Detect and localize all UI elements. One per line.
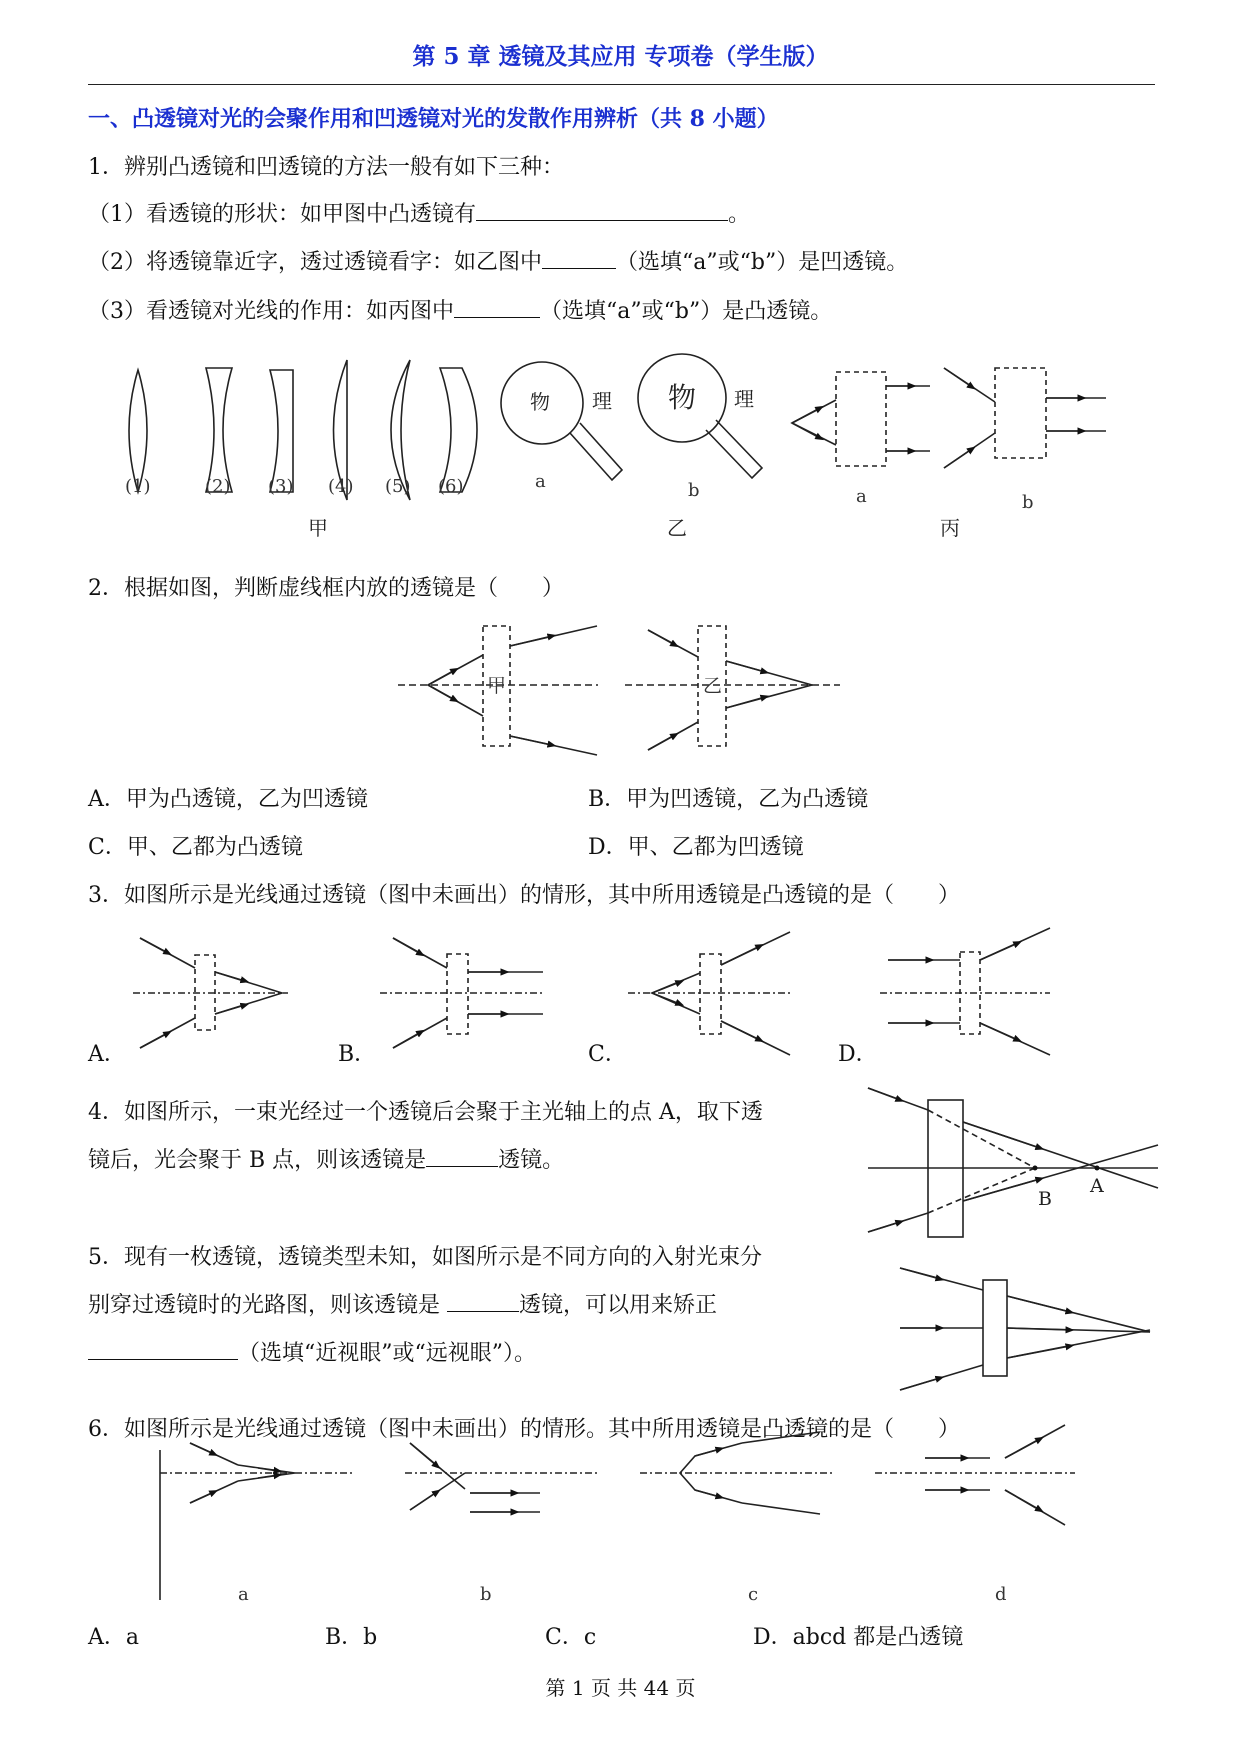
q2-stem: 2．根据如图，判断虚线框内放的透镜是（ ） bbox=[88, 576, 564, 601]
q2-box-yi-label: 乙 bbox=[703, 675, 723, 697]
bing-a-label: a bbox=[856, 486, 867, 507]
q2-option-a[interactable]: A．甲为凸透镜，乙为凹透镜 bbox=[88, 787, 368, 812]
q2-box-jia-label: 甲 bbox=[487, 675, 507, 697]
q6-label-b: b bbox=[480, 1584, 492, 1605]
lens-label-2: (2) bbox=[205, 476, 231, 497]
q1-part2-end: （选填“a”或“b”）是凹透镜。 bbox=[616, 250, 909, 275]
mag-a-li: 理 bbox=[592, 389, 612, 413]
q3-option-b[interactable]: B． bbox=[338, 1042, 377, 1067]
bing-b-label: b bbox=[1022, 492, 1034, 513]
section-heading: 一、凸透镜对光的会聚作用和凹透镜对光的发散作用辨析（共 8 小题） bbox=[88, 106, 779, 132]
q4-line1: 4．如图所示，一束光经过一个透镜后会聚于主光轴上的点 A，取下透 bbox=[88, 1100, 763, 1125]
q2-option-d[interactable]: D．甲、乙都为凹透镜 bbox=[588, 835, 804, 860]
mag-b-label: b bbox=[688, 480, 700, 501]
mag-a-label: a bbox=[535, 471, 546, 492]
lens-label-6: (6) bbox=[438, 476, 464, 497]
q3-option-c[interactable]: C． bbox=[588, 1042, 627, 1067]
q4-label-a: A bbox=[1090, 1175, 1104, 1197]
q6-stem: 6．如图所示是光线通过透镜（图中未画出）的情形。其中所用透镜是凸透镜的是（ ） bbox=[88, 1417, 961, 1442]
q6-option-d[interactable]: D．abcd 都是凸透镜 bbox=[753, 1625, 964, 1650]
q1-part1-text: （1）看透镜的形状：如甲图中凸透镜有 bbox=[88, 202, 476, 227]
q4-line2-text: 镜后，光会聚于 B 点，则该透镜是 bbox=[88, 1148, 427, 1173]
q3-option-a[interactable]: A． bbox=[88, 1042, 126, 1067]
q3-option-d[interactable]: D． bbox=[838, 1042, 878, 1067]
q6-option-c[interactable]: C．c bbox=[545, 1625, 597, 1650]
q6-option-b[interactable]: B．b bbox=[325, 1625, 378, 1650]
lens-label-3: (3) bbox=[268, 476, 294, 497]
mag-b-li: 理 bbox=[734, 387, 754, 411]
q6-option-a[interactable]: A．a bbox=[88, 1625, 140, 1650]
lens-label-4: (4) bbox=[328, 476, 354, 497]
q1-part3-text: （3）看透镜对光线的作用：如丙图中 bbox=[88, 299, 454, 324]
fig-bing-caption: 丙 bbox=[940, 516, 960, 540]
lens-label-5: (5) bbox=[385, 476, 411, 497]
page-title: 第 5 章 透镜及其应用 专项卷（学生版） bbox=[412, 43, 829, 70]
page-footer: 第 1 页 共 44 页 bbox=[545, 1676, 696, 1700]
q1-part2-text: （2）将透镜靠近字，透过透镜看字：如乙图中 bbox=[88, 250, 542, 275]
q2-option-c[interactable]: C．甲、乙都为凸透镜 bbox=[88, 835, 303, 860]
fig-yi-caption: 乙 bbox=[667, 516, 687, 540]
q1-part1-end: 。 bbox=[728, 202, 751, 227]
mag-a-wu: 物 bbox=[530, 390, 550, 414]
q5-line2-end: 透镜，可以用来矫正 bbox=[519, 1293, 718, 1318]
q3-stem: 3．如图所示是光线通过透镜（图中未画出）的情形，其中所用透镜是凸透镜的是（ ） bbox=[88, 883, 961, 908]
mag-b-wu: 物 bbox=[668, 381, 697, 414]
q5-line1: 5．现有一枚透镜，透镜类型未知，如图所示是不同方向的入射光束分 bbox=[88, 1245, 762, 1270]
q1-stem: 1．辨别凸透镜和凹透镜的方法一般有如下三种： bbox=[88, 155, 564, 180]
q1-part3-end: （选填“a”或“b”）是凸透镜。 bbox=[540, 299, 833, 324]
q4-label-b: B bbox=[1038, 1188, 1052, 1210]
q6-label-c: c bbox=[748, 1584, 759, 1605]
q6-label-a: a bbox=[238, 1584, 249, 1605]
q2-option-b[interactable]: B．甲为凹透镜，乙为凸透镜 bbox=[588, 787, 869, 812]
fig-jia-caption: 甲 bbox=[308, 516, 328, 540]
q4-line2-end: 透镜。 bbox=[498, 1148, 565, 1173]
lens-label-1: (1) bbox=[125, 476, 151, 497]
q5-line2-text: 别穿过透镜时的光路图，则该透镜是 bbox=[88, 1293, 447, 1318]
q5-line3-end: （选填“近视眼”或“远视眼”）。 bbox=[238, 1341, 536, 1366]
q6-label-d: d bbox=[995, 1584, 1007, 1605]
